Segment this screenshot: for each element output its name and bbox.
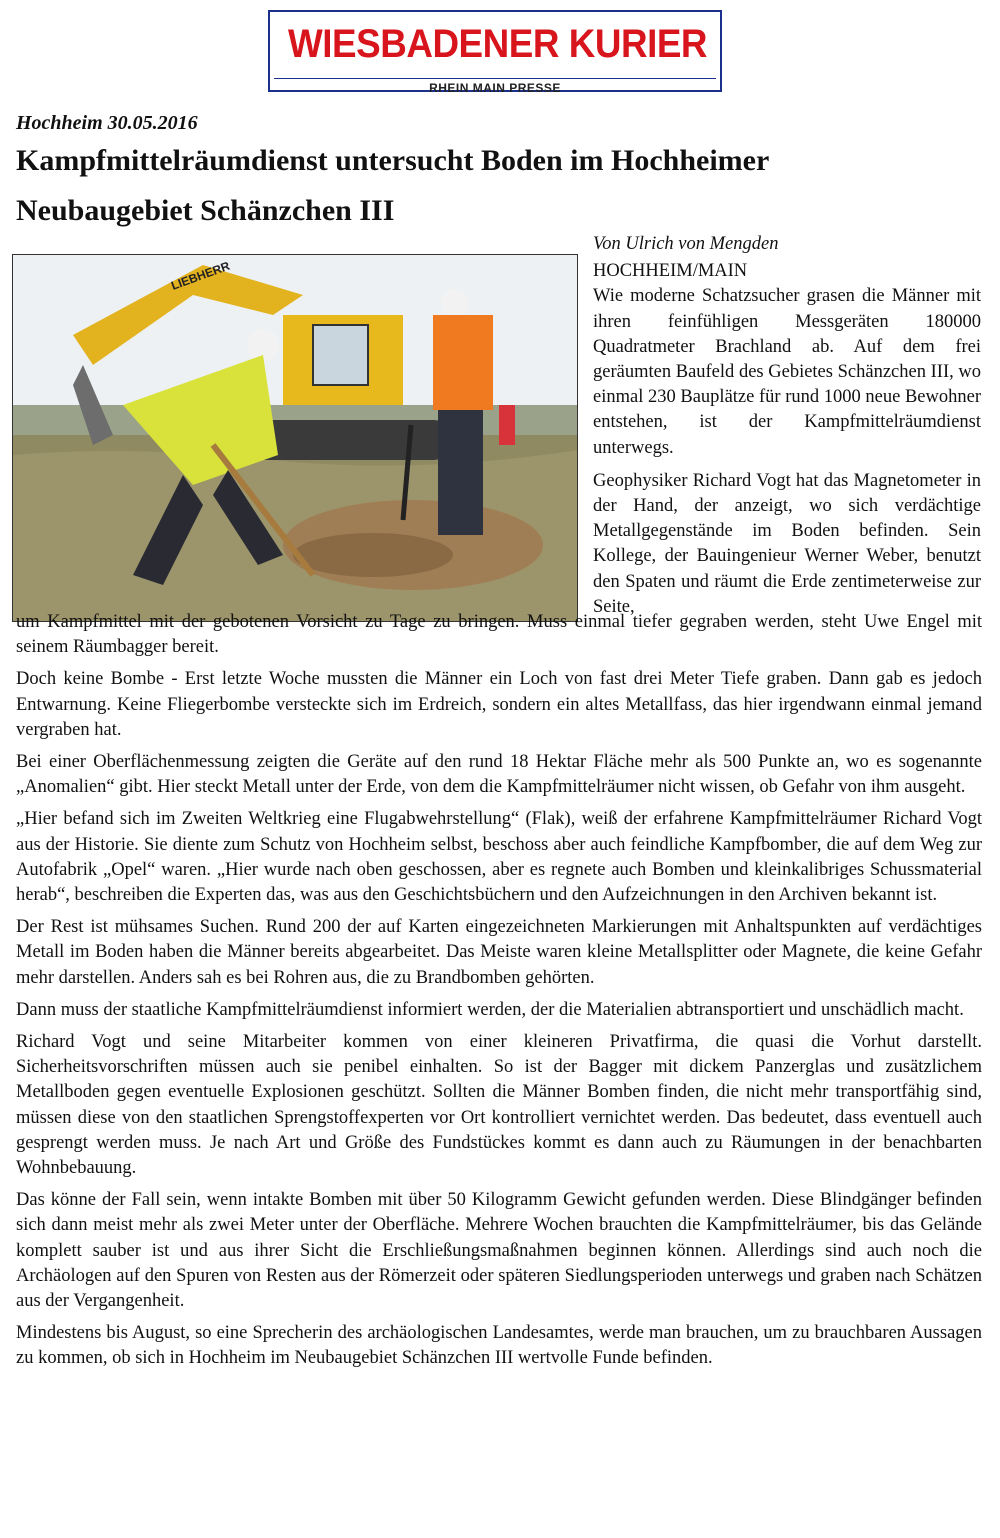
paragraph-5: Bei einer Oberflächenmessung zeigten die Geräte auf den rund 18 Hektar Fläche mehr als 500 Punkte an, wo es sogenannte „Anomalien“ gibt. Hier steckt Metall unter der Erde, von dem die Kampfmittelräumer nicht wissen, ob Gefahr von ihm ausgeht.: [16, 752, 982, 798]
newspaper-name: WIESBADENER KURIER: [288, 22, 708, 66]
paragraph-2: Geophysiker Richard Vogt hat das Magnetometer in der Hand, der anzeigt, wo sich verdächtige Metallgegenstände im Boden befinden. Sein Kollege, der Bauingenieur Werner Weber, benutzt den Spaten und räumt die Erde zentimeterweise zur Seite,: [593, 470, 981, 617]
excavation-scene: [13, 255, 578, 622]
dateline: Hochheim 30.05.2016: [16, 112, 198, 134]
paragraph-3: um Kampfmittel mit der gebotenen Vorsicht zu Tage zu bringen. Muss einmal tiefer gegraben werden, steht Uwe Engel mit seinem Räumbagger bereit.: [16, 612, 982, 658]
masthead: [268, 10, 722, 95]
paragraph-6: „Hier befand sich im Zweiten Weltkrieg eine Flugabwehrstellung“ (Flak), weiß der erfahrene Kampfmittelräumer Richard Vogt aus der Historie. Sie diente zum Schutz von Hochheim selbst, beschoss aber auch feindliche Kampfbomber, die auf dem Weg zur Autofabrik „Opel“ waren. „Hier wurde nach oben geschossen, aber es regnete auch Bomben und kleinkalibriges Schussmaterial herab“, beschreiben die Experten das, was aus den Geschichtsbüchern und den Aufzeichnungen in den Archiven bekannt ist.: [16, 809, 982, 906]
headline-line-1: Kampfmittelräumdienst untersucht Boden im Hochheimer: [16, 144, 770, 177]
author-byline: Von Ulrich von Mengden: [593, 234, 779, 254]
paragraph-8: Dann muss der staatliche Kampfmittelräumdienst informiert werden, der die Materialien abtransportiert und unschädlich macht.: [16, 999, 964, 1020]
article-body: [16, 610, 982, 1379]
article-photo: [12, 254, 578, 622]
paragraph-9: Richard Vogt und seine Mitarbeiter kommen von einer kleineren Privatfirma, die quasi die Vorhut darstellt. Sicherheitsvorschriften müssen auch sie penibel einhalten. So ist der Bagger mit dickem Panzerglas und zusätzlichem Metallboden gegen eventuelle Explosionen geschützt. Sollten die Männer Bomben finden, die nicht mehr transportfähig sind, müssen diese von den staatlichen Sprengstoffexperten vor Ort kontrolliert vernichtet werden. Das bedeutet, dass eventuell auch gesprengt werden muss. Je nach Art und Größe des Fundstückes kommt es dann auch zu Räumungen in der benachbarten Wohnbebauung.: [16, 1032, 982, 1179]
paragraph-11: Mindestens bis August, so eine Sprecherin des archäologischen Landesamtes, werde man brauchen, um zu brauchbaren Aussagen zu kommen, ob sich in Hochheim im Neubaugebiet Schänzchen III wertvolle Funde befinden.: [16, 1323, 982, 1369]
newspaper-subtitle: RHEIN MAIN PRESSE: [429, 81, 561, 95]
headline-line-2: Neubaugebiet Schänzchen III: [16, 194, 395, 227]
masthead-rule: [274, 78, 716, 79]
article-side-column: [593, 232, 981, 620]
paragraph-1: Wie moderne Schatzsucher grasen die Männer mit ihren feinfühligen Messgeräten 180000 Quadratmeter Brachland ab. Auf dem frei geräumten Baufeld des Gebietes Schänzchen III, wo einmal 230 Bauplätze für rund 1000 neue Bewohner entstehen, ist der Kampfmittelräumdienst unterwegs.: [593, 286, 981, 458]
excavator-logo: LIEBHERR: [169, 258, 232, 293]
paragraph-7: Der Rest ist mühsames Suchen. Rund 200 der auf Karten eingezeichneten Markierungen mit Anhaltspunkten auf verdächtiges Metall im Boden haben die Männer bereits abgearbeitet. Das Meiste waren kleine Metallsplitter oder Magnete, die keine Gefahr mehr darstellen. Anders sah es bei Rohren aus, die zu Brandbomben gehörten.: [16, 917, 982, 988]
paragraph-4: Doch keine Bombe - Erst letzte Woche mussten die Männer ein Loch von fast drei Meter Tiefe graben. Dann gab es jedoch Entwarnung. Keine Fliegerbombe versteckte sich im Erdreich, sondern ein altes Metallfass, das hier irgendwann einmal jemand vergraben hat.: [16, 669, 982, 740]
paragraph-10: Das könne der Fall sein, wenn intakte Bomben mit über 50 Kilogramm Gewicht gefunden werden. Diese Blindgänger befinden sich dann meist mehr als zwei Meter unter der Oberfläche. Mehrere Wochen brauchten die Kampfmittelräumer, bis das Gelände komplett sauber ist und aus ihrer Sicht die Erschließungsmaßnahmen beginnen können. Allerdings sind auch noch die Archäologen auf den Spuren von Resten aus der Römerzeit oder späteren Siedlungsperioden unterwegs und graben nach Schätzen aus der Vergangenheit.: [16, 1190, 982, 1312]
headline: [16, 136, 976, 236]
location-line: HOCHHEIM/MAIN: [593, 261, 748, 282]
